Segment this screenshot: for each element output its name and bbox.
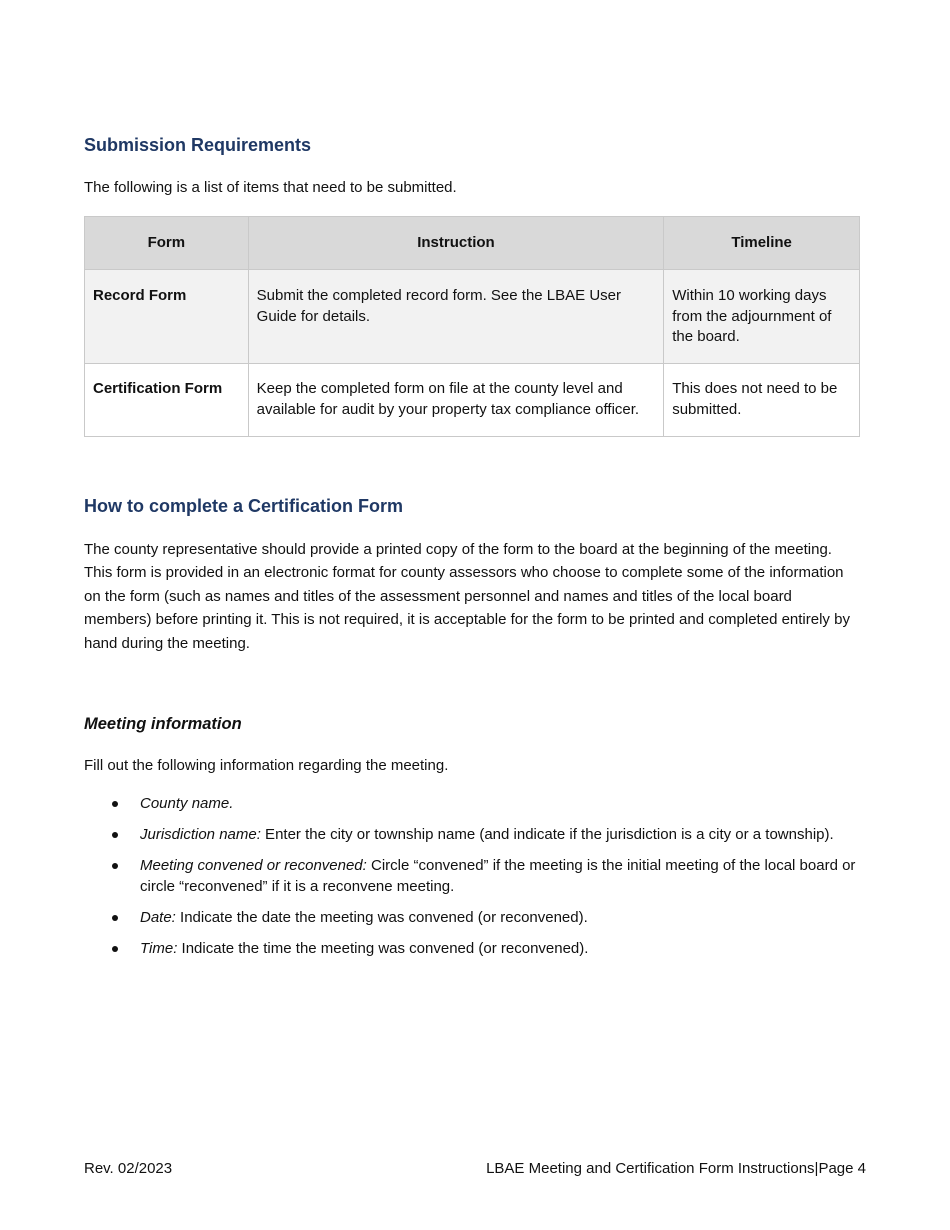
list-item <box>84 793 860 814</box>
submission-table <box>84 216 860 437</box>
section-heading-how-to: How to complete a Certification Form <box>84 496 404 516</box>
footer-page-info: LBAE Meeting and Certification Form Instructions|Page 4 <box>486 1160 866 1177</box>
footer-revision: Rev. 02/2023 <box>84 1160 173 1177</box>
item-label: County name. <box>140 795 234 812</box>
cell-instruction: Submit the completed record form. See the LBAE User Guide for details. <box>248 270 664 364</box>
cell-timeline: This does not need to be submitted. <box>664 364 860 437</box>
document-page <box>84 0 860 1230</box>
item-label: Jurisdiction name: <box>140 826 261 843</box>
how-to-paragraph: The county representative should provide a printed copy of the form to the board at the beginning of the meeting. This form is provided in an electronic format for county assessors who choose to complete some of the information on the form (such as names and titles of the assessment personnel and names and titles of the local board members) before printing it. This is not required, it is acceptable for the form to be printed and completed entirely by hand during the meeting. <box>84 541 850 652</box>
header-instruction: Instruction <box>248 217 664 270</box>
table-row <box>85 270 860 364</box>
list-item <box>84 855 860 897</box>
submission-intro: The following is a list of items that need to be submitted. <box>84 179 457 196</box>
item-label: Time: <box>140 940 178 957</box>
item-label: Date: <box>140 909 176 926</box>
item-text: Circle “convened” if the meeting is the initial meeting of the local board or circle “reconvened” if it is a reconvene meeting. <box>140 857 856 895</box>
cell-form: Certification Form <box>85 364 249 437</box>
header-form: Form <box>85 217 249 270</box>
list-item <box>84 824 860 845</box>
item-text: Indicate the date the meeting was convened (or reconvened). <box>175 909 588 926</box>
list-item <box>84 938 860 959</box>
item-text: Indicate the time the meeting was convened (or reconvened). <box>177 940 589 957</box>
bullet-icon <box>112 915 118 921</box>
table-row <box>85 364 860 437</box>
item-label: Meeting convened or reconvened: <box>140 857 367 874</box>
meeting-intro: Fill out the following information regarding the meeting. <box>84 757 449 774</box>
bullet-icon <box>112 801 118 807</box>
bullet-icon <box>112 863 118 869</box>
subsection-heading-meeting: Meeting information <box>84 715 242 733</box>
bullet-icon <box>112 832 118 838</box>
meeting-items-list <box>84 793 860 969</box>
table-header-row <box>85 217 860 270</box>
cell-form: Record Form <box>85 270 249 364</box>
cell-instruction: Keep the completed form on file at the county level and available for audit by your property tax compliance officer. <box>248 364 664 437</box>
section-heading-submission: Submission Requirements <box>84 135 312 155</box>
header-timeline: Timeline <box>664 217 860 270</box>
list-item <box>84 907 860 928</box>
item-text: Enter the city or township name (and indicate if the jurisdiction is a city or a township). <box>260 826 834 843</box>
cell-timeline: Within 10 working days from the adjournment of the board. <box>664 270 860 364</box>
bullet-icon <box>112 946 118 952</box>
